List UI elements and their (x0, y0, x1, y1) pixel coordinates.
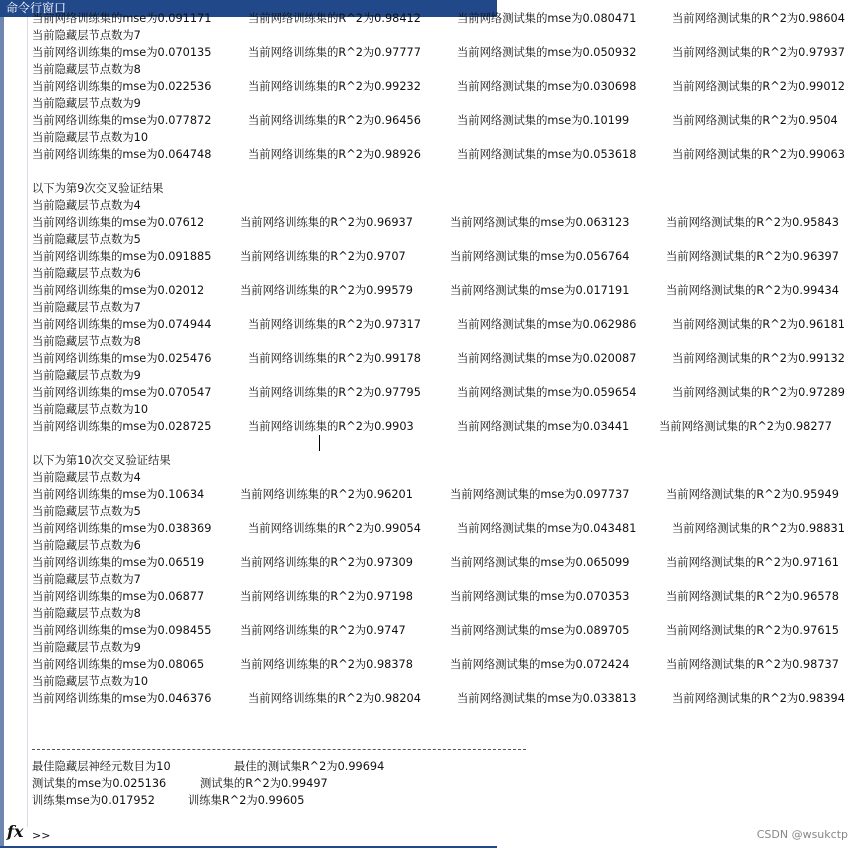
function-browser-icon[interactable]: fx (7, 822, 24, 841)
train-mse-cell: 当前网络训练集的mse为0.038369 (32, 522, 212, 535)
window-frame-bottom (0, 846, 497, 848)
node-count-line (32, 673, 860, 690)
train-r2-cell: 当前网络训练集的R^2为0.98412 (248, 12, 421, 25)
test-mse-cell: 当前网络测试集的mse为0.080471 (457, 12, 637, 25)
node-count-label: 当前隐藏层节点数为7 (32, 301, 141, 314)
node-count-line (32, 95, 860, 112)
train-r2-cell: 当前网络训练集的R^2为0.99178 (248, 352, 421, 365)
train-mse-cell: 当前网络训练集的mse为0.074944 (32, 318, 212, 331)
train-mse-cell: 当前网络训练集的mse为0.077872 (32, 114, 212, 127)
fold-header: 以下为第9次交叉验证结果 (32, 182, 164, 195)
text-cursor (319, 435, 320, 451)
train-r2-cell: 当前网络训练集的R^2为0.98926 (248, 148, 421, 161)
test-r2-cell: 当前网络测试集的R^2为0.98831 (672, 522, 845, 535)
best-nodes: 最佳隐藏层神经元数目为10 (32, 760, 171, 773)
test-r2: 测试集的R^2为0.99497 (200, 777, 328, 790)
node-count-label: 当前隐藏层节点数为10 (32, 403, 149, 416)
node-count-line (32, 129, 860, 146)
test-r2-cell: 当前网络测试集的R^2为0.97289 (672, 386, 845, 399)
node-count-line (32, 605, 860, 622)
test-r2-cell: 当前网络测试集的R^2为0.97615 (666, 624, 839, 637)
test-mse-cell: 当前网络测试集的mse为0.072424 (450, 658, 630, 671)
summary-line-train (32, 792, 860, 809)
summary-line-test (32, 775, 860, 792)
node-count-line (32, 265, 860, 282)
node-count-label: 当前隐藏层节点数为9 (32, 369, 141, 382)
node-count-label: 当前隐藏层节点数为7 (32, 29, 141, 42)
test-r2-cell: 当前网络测试集的R^2为0.95843 (666, 216, 839, 229)
train-r2-cell: 当前网络训练集的R^2为0.98378 (240, 658, 413, 671)
test-mse-cell: 当前网络测试集的mse为0.030698 (457, 80, 637, 93)
train-mse-cell: 当前网络训练集的mse为0.02012 (32, 284, 205, 297)
node-count-label: 当前隐藏层节点数为10 (32, 675, 149, 688)
blank-line (32, 163, 860, 180)
train-r2-cell: 当前网络训练集的R^2为0.97317 (248, 318, 421, 331)
train-mse-cell: 当前网络训练集的mse为0.06877 (32, 590, 205, 603)
train-mse-cell: 当前网络训练集的mse为0.07612 (32, 216, 205, 229)
train-mse-cell: 当前网络训练集的mse为0.064748 (32, 148, 212, 161)
window-gutter (4, 17, 28, 827)
node-count-label: 当前隐藏层节点数为10 (32, 131, 149, 144)
node-count-label: 当前隐藏层节点数为4 (32, 199, 141, 212)
node-count-line (32, 401, 860, 418)
node-count-line (32, 571, 860, 588)
fold-header: 以下为第10次交叉验证结果 (32, 454, 171, 467)
train-r2-cell: 当前网络训练集的R^2为0.97198 (240, 590, 413, 603)
test-r2-cell: 当前网络测试集的R^2为0.96397 (666, 250, 839, 263)
train-r2: 训练集R^2为0.99605 (188, 794, 305, 807)
summary-line-best (32, 758, 860, 775)
best-test-r2: 最佳的测试集R^2为0.99694 (234, 760, 385, 773)
test-r2-cell: 当前网络测试集的R^2为0.96578 (666, 590, 839, 603)
test-mse-cell: 当前网络测试集的mse为0.063123 (450, 216, 630, 229)
train-r2-cell: 当前网络训练集的R^2为0.97309 (240, 556, 413, 569)
train-r2-cell: 当前网络训练集的R^2为0.96456 (248, 114, 421, 127)
test-mse-cell: 当前网络测试集的mse为0.033813 (457, 692, 637, 705)
train-r2-cell: 当前网络训练集的R^2为0.99579 (240, 284, 413, 297)
test-r2-cell: 当前网络测试集的R^2为0.99132 (672, 352, 845, 365)
test-r2-cell: 当前网络测试集的R^2为0.98394 (672, 692, 845, 705)
node-count-label: 当前隐藏层节点数为6 (32, 539, 141, 552)
result-row (32, 112, 860, 129)
node-count-line (32, 27, 860, 44)
test-mse-cell: 当前网络测试集的mse为0.03441 (457, 420, 630, 433)
train-r2-cell: 当前网络训练集的R^2为0.97795 (248, 386, 421, 399)
test-r2-cell: 当前网络测试集的R^2为0.99012 (672, 80, 845, 93)
node-count-label: 当前隐藏层节点数为6 (32, 267, 141, 280)
result-row (32, 350, 860, 367)
node-count-line (32, 537, 860, 554)
node-count-line (32, 231, 860, 248)
node-count-label: 当前隐藏层节点数为9 (32, 97, 141, 110)
train-r2-cell: 当前网络训练集的R^2为0.9707 (240, 250, 406, 263)
result-row (32, 10, 860, 27)
node-count-line (32, 469, 860, 486)
train-r2-cell: 当前网络训练集的R^2为0.96937 (240, 216, 413, 229)
node-count-line (32, 299, 860, 316)
separator-line (32, 741, 860, 758)
train-r2-cell: 当前网络训练集的R^2为0.99054 (248, 522, 421, 535)
result-row (32, 554, 860, 571)
result-row (32, 282, 860, 299)
train-mse-cell: 当前网络训练集的mse为0.070547 (32, 386, 212, 399)
train-mse-cell: 当前网络训练集的mse为0.070135 (32, 46, 212, 59)
command-prompt[interactable]: >> (32, 829, 51, 842)
node-count-line (32, 639, 860, 656)
test-r2-cell: 当前网络测试集的R^2为0.9504 (672, 114, 838, 127)
train-mse-cell: 当前网络训练集的mse为0.046376 (32, 692, 212, 705)
result-row (32, 214, 860, 231)
train-mse-cell: 当前网络训练集的mse为0.091171 (32, 12, 212, 25)
train-mse-cell: 当前网络训练集的mse为0.025476 (32, 352, 212, 365)
train-r2-cell: 当前网络训练集的R^2为0.96201 (240, 488, 413, 501)
test-mse: 测试集的mse为0.025136 (32, 777, 167, 790)
node-count-label: 当前隐藏层节点数为8 (32, 63, 141, 76)
train-mse-cell: 当前网络训练集的mse为0.10634 (32, 488, 205, 501)
train-mse: 训练集mse为0.017952 (32, 794, 155, 807)
node-count-line (32, 503, 860, 520)
node-count-label: 当前隐藏层节点数为4 (32, 471, 141, 484)
test-mse-cell: 当前网络测试集的mse为0.050932 (457, 46, 637, 59)
test-mse-cell: 当前网络测试集的mse为0.070353 (450, 590, 630, 603)
test-mse-cell: 当前网络测试集的mse为0.053618 (457, 148, 637, 161)
result-row (32, 656, 860, 673)
test-mse-cell: 当前网络测试集的mse为0.020087 (457, 352, 637, 365)
train-r2-cell: 当前网络训练集的R^2为0.99232 (248, 80, 421, 93)
test-mse-cell: 当前网络测试集的mse为0.017191 (450, 284, 630, 297)
result-row (32, 486, 860, 503)
train-mse-cell: 当前网络训练集的mse为0.06519 (32, 556, 205, 569)
test-r2-cell: 当前网络测试集的R^2为0.99434 (666, 284, 839, 297)
test-mse-cell: 当前网络测试集的mse为0.089705 (450, 624, 630, 637)
node-count-label: 当前隐藏层节点数为7 (32, 573, 141, 586)
test-mse-cell: 当前网络测试集的mse为0.10199 (457, 114, 630, 127)
test-r2-cell: 当前网络测试集的R^2为0.97161 (666, 556, 839, 569)
test-r2-cell: 当前网络测试集的R^2为0.98737 (666, 658, 839, 671)
result-row (32, 520, 860, 537)
node-count-line (32, 367, 860, 384)
result-row (32, 44, 860, 61)
test-r2-cell: 当前网络测试集的R^2为0.95949 (666, 488, 839, 501)
train-mse-cell: 当前网络训练集的mse为0.022536 (32, 80, 212, 93)
result-row (32, 622, 860, 639)
test-r2-cell: 当前网络测试集的R^2为0.96181 (672, 318, 845, 331)
result-row (32, 248, 860, 265)
test-mse-cell: 当前网络测试集的mse为0.059654 (457, 386, 637, 399)
node-count-line (32, 333, 860, 350)
test-r2-cell: 当前网络测试集的R^2为0.99063 (672, 148, 845, 161)
node-count-label: 当前隐藏层节点数为5 (32, 505, 141, 518)
node-count-label: 当前隐藏层节点数为5 (32, 233, 141, 246)
node-count-label: 当前隐藏层节点数为8 (32, 335, 141, 348)
test-mse-cell: 当前网络测试集的mse为0.097737 (450, 488, 630, 501)
watermark: CSDN @wsukctp (756, 828, 848, 841)
node-count-label: 当前隐藏层节点数为9 (32, 641, 141, 654)
blank-line (32, 435, 860, 452)
train-mse-cell: 当前网络训练集的mse为0.028725 (32, 420, 212, 433)
test-r2-cell: 当前网络测试集的R^2为0.97937 (672, 46, 845, 59)
train-r2-cell: 当前网络训练集的R^2为0.9747 (240, 624, 406, 637)
blank-line (32, 724, 860, 741)
train-r2-cell: 当前网络训练集的R^2为0.9903 (248, 420, 414, 433)
train-mse-cell: 当前网络训练集的mse为0.098455 (32, 624, 212, 637)
train-mse-cell: 当前网络训练集的mse为0.08065 (32, 658, 205, 671)
result-row (32, 384, 860, 401)
node-count-line (32, 61, 860, 78)
result-row (32, 316, 860, 333)
blank-line (32, 707, 860, 724)
node-count-label: 当前隐藏层节点数为8 (32, 607, 141, 620)
test-r2-cell: 当前网络测试集的R^2为0.98277 (659, 420, 832, 433)
result-row (32, 418, 860, 435)
test-r2-cell: 当前网络测试集的R^2为0.98604 (672, 12, 845, 25)
test-mse-cell: 当前网络测试集的mse为0.065099 (450, 556, 630, 569)
train-r2-cell: 当前网络训练集的R^2为0.98204 (248, 692, 421, 705)
result-row (32, 690, 860, 707)
train-r2-cell: 当前网络训练集的R^2为0.97777 (248, 46, 421, 59)
test-mse-cell: 当前网络测试集的mse为0.043481 (457, 522, 637, 535)
result-row (32, 78, 860, 95)
train-mse-cell: 当前网络训练集的mse为0.091885 (32, 250, 212, 263)
result-row (32, 146, 860, 163)
test-mse-cell: 当前网络测试集的mse为0.062986 (457, 318, 637, 331)
node-count-line (32, 197, 860, 214)
command-window-title: 命令行窗口 (0, 0, 497, 17)
test-mse-cell: 当前网络测试集的mse为0.056764 (450, 250, 630, 263)
command-output (32, 10, 860, 809)
result-row (32, 588, 860, 605)
